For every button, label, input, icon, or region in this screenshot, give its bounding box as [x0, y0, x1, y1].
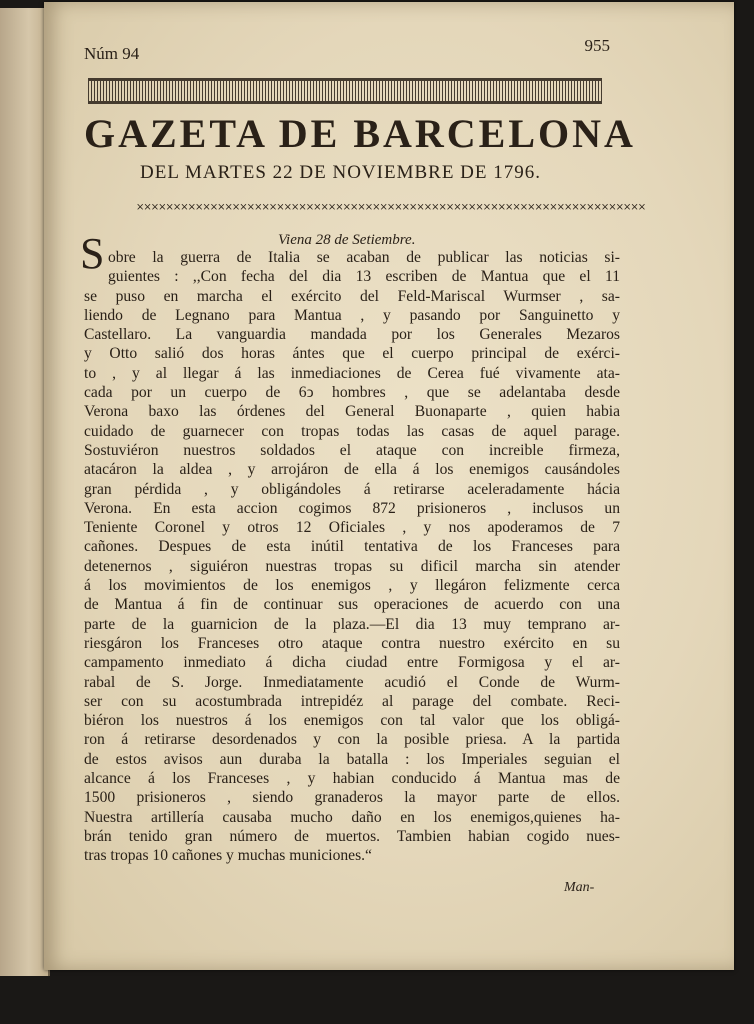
text-line: cuidado de guarnecer con tropas todas las casas de aquel parage.	[84, 422, 620, 440]
text-line: brán tenido gran número de muertos. Tambien habian cogido nues-	[84, 827, 620, 845]
text-line: guientes : ,,Con fecha del dia 13 escriben de Mantua que el 11	[108, 268, 620, 286]
drop-cap: S	[80, 229, 105, 278]
text-line: de Mantua á fin de continuar sus operaciones de acuerdo con una	[84, 596, 620, 614]
dateline: DEL MARTES 22 DE NOVIEMBRE DE 1796.	[140, 162, 542, 183]
text-line: riesgáron los Franceses otro ataque contra nuestro exército en su	[84, 634, 620, 652]
text-line: to , y al llegar á las inmediaciones de Cerea fué vivamente ata-	[84, 364, 620, 382]
text-line: 1500 prisioneros , siendo granaderos la mayor parte de ellos.	[84, 789, 620, 807]
catchword: Man-	[564, 880, 595, 895]
newspaper-page	[44, 2, 734, 970]
text-line: gran pérdida , y obligándoles á retirarse aceleradamente hácia	[84, 480, 620, 498]
text-line: cada por un cuerpo de 6ↄ hombres , que se adelantaba desde	[84, 384, 620, 402]
text-line: y Otto salió dos horas ántes que el cuerpo principal de exérci-	[84, 345, 620, 363]
issue-number: Núm 94	[84, 44, 140, 63]
text-line: alcance á los Franceses , y habian conducido á Mantua mas de	[84, 770, 620, 788]
text-line: parte de la guarnicion de la plaza.—El dia 13 muy temprano ar-	[84, 615, 620, 633]
text-line: tras tropas 10 cañones y muchas municiones.“	[84, 847, 372, 865]
masthead-title: GAZETA DE BARCELONA	[84, 111, 636, 156]
text-line: Castellaro. La vanguardia mandada por los Generales Mezaros	[84, 326, 620, 344]
ornament-divider: ×××××××××××××××××××××××××××××××××××××××××××××××××××××××××××××××××××××	[136, 202, 646, 213]
text-line: atacáron la aldea , y arrojáron de ella á los enemigos causándoles	[84, 461, 620, 479]
text-line: liendo de Legnano para Mantua , y pasando por Sanguinetto y	[84, 306, 620, 324]
text-line: Verona baxo las órdenes del General Buonaparte , quien habia	[84, 403, 620, 421]
text-line: se puso en marcha el exército del Feld-Mariscal Wurmser , sa-	[84, 287, 620, 305]
text-line: ser con su acostumbrada intrepidéz al parage del combate. Reci-	[84, 692, 620, 710]
text-line: Sostuviéron nuestros soldados el ataque con increible firmeza,	[84, 441, 620, 459]
masthead-rule	[88, 78, 602, 104]
text-line: obre la guerra de Italia se acaban de publicar las noticias si-	[108, 249, 620, 266]
text-line: biéron los nuestros á los enemigos con tal valor que los obligá-	[84, 712, 620, 730]
text-line: de estos avisos aun duraba la batalla : los Imperiales seguian el	[84, 750, 620, 768]
text-line: cañones. Despues de esta inútil tentativa de los Franceses para	[84, 538, 620, 556]
article-placedate: Viena 28 de Setiembre.	[278, 232, 416, 248]
text-line: rabal de S. Jorge. Inmediatamente acudió el Conde de Wurm-	[84, 673, 620, 691]
text-line: campamento inmediato á dicha ciudad entre Formigosa y el ar-	[84, 654, 620, 672]
text-line: Verona. En esta accion cogimos 872 prisioneros , inclusos un	[84, 499, 620, 517]
text-line: Nuestra artillería causaba mucho daño en los enemigos,quienes ha-	[84, 808, 620, 826]
text-line: ron á retirarse desordenados y con la posible priesa. A la partida	[84, 731, 620, 749]
text-line: Teniente Coronel y otros 12 Oficiales , y nos apoderamos de 7	[84, 519, 620, 537]
article-body	[84, 248, 620, 866]
text-line: á los movimientos de los enemigos , y llegáron felizmente cerca	[84, 577, 620, 595]
page-folio: 955	[584, 36, 610, 55]
facing-page-edge	[0, 8, 50, 976]
text-line: detenernos , siguiéron nuestras tropas su dificil marcha sin atender	[84, 557, 620, 575]
